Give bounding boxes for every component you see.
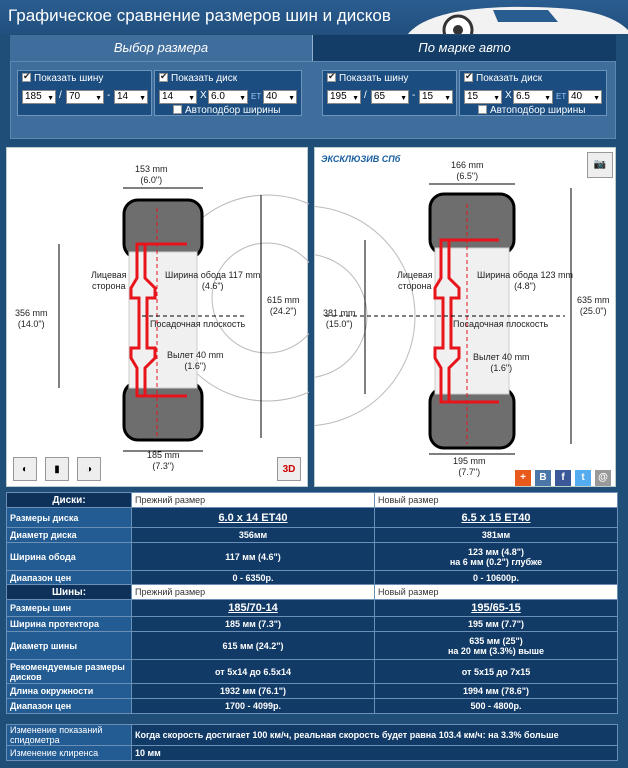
offset-label: Вылет 40 mm (1.6") xyxy=(473,352,530,373)
cell-old: от 5x14 до 6.5x14 xyxy=(132,660,375,684)
disks-table xyxy=(6,492,618,586)
tire-diagram-new xyxy=(314,147,616,487)
cell-new: 0 - 10600р. xyxy=(375,571,618,586)
view-3d-button[interactable]: 3D xyxy=(277,457,301,481)
left-tire-group xyxy=(17,70,152,116)
table-header xyxy=(7,585,618,600)
tire-cross-section-drawing xyxy=(315,148,617,488)
tire-diagram-old xyxy=(6,147,308,487)
logo: ЭКСКЛЮЗИВ СПб xyxy=(321,154,401,164)
tire-width-select-right[interactable]: 195 ▼ xyxy=(327,90,361,104)
table-row xyxy=(7,617,618,632)
tire-width-select-left[interactable]: 185 ▼ xyxy=(22,90,56,104)
row-label: Ширина протектора xyxy=(7,617,132,632)
mount-plane-label: Посадочная плоскость xyxy=(150,319,246,329)
checkbox-checked-icon xyxy=(464,73,473,82)
row-label: Длина окружности xyxy=(7,684,132,699)
cell-new: 381мм xyxy=(375,528,618,543)
camera-icon[interactable]: 📷 xyxy=(587,152,613,178)
show-tire-label: Показать шину xyxy=(34,73,104,84)
tire-profile-select-right[interactable]: 65 ▼ xyxy=(371,90,409,104)
right-tire-group xyxy=(322,70,457,116)
row-label: Диаметр шины xyxy=(7,632,132,660)
section-width-label: 195 mm (7.7") xyxy=(453,456,486,477)
cell-old: 1700 - 4099р. xyxy=(132,699,375,714)
et-select-left[interactable]: 40 ▼ xyxy=(263,90,297,104)
cell-old: 0 - 6350р. xyxy=(132,571,375,586)
disk-width-select-left[interactable]: 6.0 ▼ xyxy=(208,90,248,104)
disk-width-select-right[interactable]: 6.5 ▼ xyxy=(513,90,553,104)
new-size-header: Новый размер xyxy=(375,585,618,600)
cell-new: 1994 мм (78.6") xyxy=(375,684,618,699)
disk-back-view-icon[interactable]: ◑ xyxy=(77,457,101,481)
offset-label: Вылет 40 mm (1.6") xyxy=(167,350,224,371)
checkbox-checked-icon xyxy=(159,73,168,82)
facebook-icon[interactable]: f xyxy=(555,470,571,486)
et-label: ET xyxy=(251,92,262,101)
cell-new: 195 мм (7.7") xyxy=(375,617,618,632)
right-disk-group xyxy=(459,70,607,116)
row-label: Диапазон цен xyxy=(7,571,132,586)
tire-diameter-select-right[interactable]: 15 ▼ xyxy=(419,90,453,104)
auto-width-checkbox-right[interactable] xyxy=(478,105,585,116)
speedo-label: Изменение показаний спидометра xyxy=(7,725,132,746)
table-row xyxy=(7,684,618,699)
left-disk-group xyxy=(154,70,302,116)
disk-diameter-select-right[interactable]: 15 ▼ xyxy=(464,90,502,104)
old-size-header: Прежний размер xyxy=(132,585,375,600)
show-tire-checkbox-left[interactable] xyxy=(22,73,103,84)
checkbox-icon xyxy=(478,105,487,114)
show-disk-checkbox-right[interactable] xyxy=(464,73,542,84)
show-tire-label: Показать шину xyxy=(339,73,409,84)
row-label: Диаметр диска xyxy=(7,528,132,543)
tires-table xyxy=(6,584,618,714)
et-label: ET xyxy=(556,92,567,101)
table-row xyxy=(7,699,618,714)
speedo-value: Когда скорость достигает 100 км/ч, реальная скорость будет равна 103.4 км/ч: на 3.3% больше xyxy=(132,725,618,746)
tab-by-size[interactable]: Выбор размера xyxy=(10,35,312,61)
disk-side-view-icon[interactable]: ▮ xyxy=(45,457,69,481)
disk-front-view-icon[interactable]: ◐ xyxy=(13,457,37,481)
vk-icon[interactable]: В xyxy=(535,470,551,486)
row-label: Размеры диска xyxy=(7,508,132,528)
row-label: Диапазон цен xyxy=(7,699,132,714)
total-diameter-label: 615 mm (24.2") xyxy=(267,295,300,316)
face-side-label: Лицевая сторона xyxy=(397,270,433,291)
cell-old: 185 мм (7.3") xyxy=(132,617,375,632)
total-diameter-label: 635 mm (25.0") xyxy=(577,295,610,316)
checkbox-checked-icon xyxy=(327,73,336,82)
table-header xyxy=(7,493,618,508)
disk-diameter-label: 356 mm (14.0") xyxy=(15,308,48,329)
old-tire-size-link[interactable]: 185/70-14 xyxy=(228,602,278,614)
checkbox-icon xyxy=(173,105,182,114)
auto-width-label: Автоподбор ширины xyxy=(490,105,586,116)
cell-old: 117 мм (4.6") xyxy=(132,543,375,571)
size-selector-panel xyxy=(10,61,616,139)
tires-header: Шины: xyxy=(7,585,132,600)
cell-old: 1932 мм (76.1") xyxy=(132,684,375,699)
table-row xyxy=(7,725,618,746)
table-row xyxy=(7,543,618,571)
separator: / xyxy=(364,90,367,101)
row-label: Размеры шин xyxy=(7,600,132,617)
car-icon xyxy=(398,0,628,34)
tire-cross-section-drawing xyxy=(7,148,309,488)
show-disk-checkbox-left[interactable] xyxy=(159,73,237,84)
separator: / xyxy=(59,90,62,101)
tire-diameter-select-left[interactable]: 14 ▼ xyxy=(114,90,148,104)
cell-new: 123 мм (4.8") на 6 мм (0.2") глубже xyxy=(375,543,618,571)
cell-new: от 5x15 до 7x15 xyxy=(375,660,618,684)
et-select-right[interactable]: 40 ▼ xyxy=(568,90,602,104)
tread-width-label: 166 mm (6.5") xyxy=(451,160,484,181)
email-icon[interactable]: @ xyxy=(595,470,611,486)
page-title: Графическое сравнение размеров шин и дисков xyxy=(8,6,391,25)
separator: - xyxy=(412,90,416,101)
new-size-header: Новый размер xyxy=(375,493,618,508)
new-disk-size-link[interactable]: 6.5 x 15 ET40 xyxy=(461,511,531,524)
tab-by-car[interactable]: По марке авто xyxy=(312,35,616,61)
cell-new: 635 мм (25") на 20 мм (3.3%) выше xyxy=(375,632,618,660)
clearance-label: Изменение клиренса xyxy=(7,746,132,761)
tread-width-label: 153 mm (6.0") xyxy=(135,164,168,185)
rim-width-label: Ширина обода 123 mm (4.8") xyxy=(477,270,574,291)
new-tire-size-link[interactable]: 195/65-15 xyxy=(471,602,521,614)
table-row xyxy=(7,632,618,660)
show-disk-label: Показать диск xyxy=(476,73,543,84)
section-width-label: 185 mm (7.3") xyxy=(147,450,180,471)
share-plus-icon[interactable]: + xyxy=(515,470,531,486)
rim-width-label: Ширина обода 117 mm (4.6") xyxy=(165,270,261,291)
cell-old: 356мм xyxy=(132,528,375,543)
disk-diameter-select-left[interactable]: 14 ▼ xyxy=(159,90,197,104)
table-row xyxy=(7,746,618,761)
row-label: Ширина обода xyxy=(7,543,132,571)
show-disk-label: Показать диск xyxy=(171,73,238,84)
tire-profile-select-left[interactable]: 70 ▼ xyxy=(66,90,104,104)
clearance-value: 10 мм xyxy=(132,746,618,761)
tab-bar xyxy=(10,35,616,61)
separator: X xyxy=(505,90,512,101)
row-label: Рекомендуемые размеры дисков xyxy=(7,660,132,684)
disk-diameter-label: 381 mm (15.0") xyxy=(323,308,356,329)
checkbox-checked-icon xyxy=(22,73,31,82)
cell-new: 500 - 4800р. xyxy=(375,699,618,714)
disks-header: Диски: xyxy=(7,493,132,508)
twitter-icon[interactable]: t xyxy=(575,470,591,486)
old-disk-size-link[interactable]: 6.0 x 14 ET40 xyxy=(218,511,288,524)
old-size-header: Прежний размер xyxy=(132,493,375,508)
footer-table xyxy=(6,724,618,761)
table-row xyxy=(7,660,618,684)
face-side-label: Лицевая сторона xyxy=(91,270,127,291)
table-row xyxy=(7,528,618,543)
cell-old: 615 мм (24.2") xyxy=(132,632,375,660)
table-row xyxy=(7,508,618,528)
header xyxy=(0,0,628,34)
separator: - xyxy=(107,90,111,101)
auto-width-label: Автоподбор ширины xyxy=(185,105,281,116)
separator: X xyxy=(200,90,207,101)
auto-width-checkbox-left[interactable] xyxy=(173,105,280,116)
table-row xyxy=(7,600,618,617)
show-tire-checkbox-right[interactable] xyxy=(327,73,408,84)
mount-plane-label: Посадочная плоскость xyxy=(453,319,549,329)
